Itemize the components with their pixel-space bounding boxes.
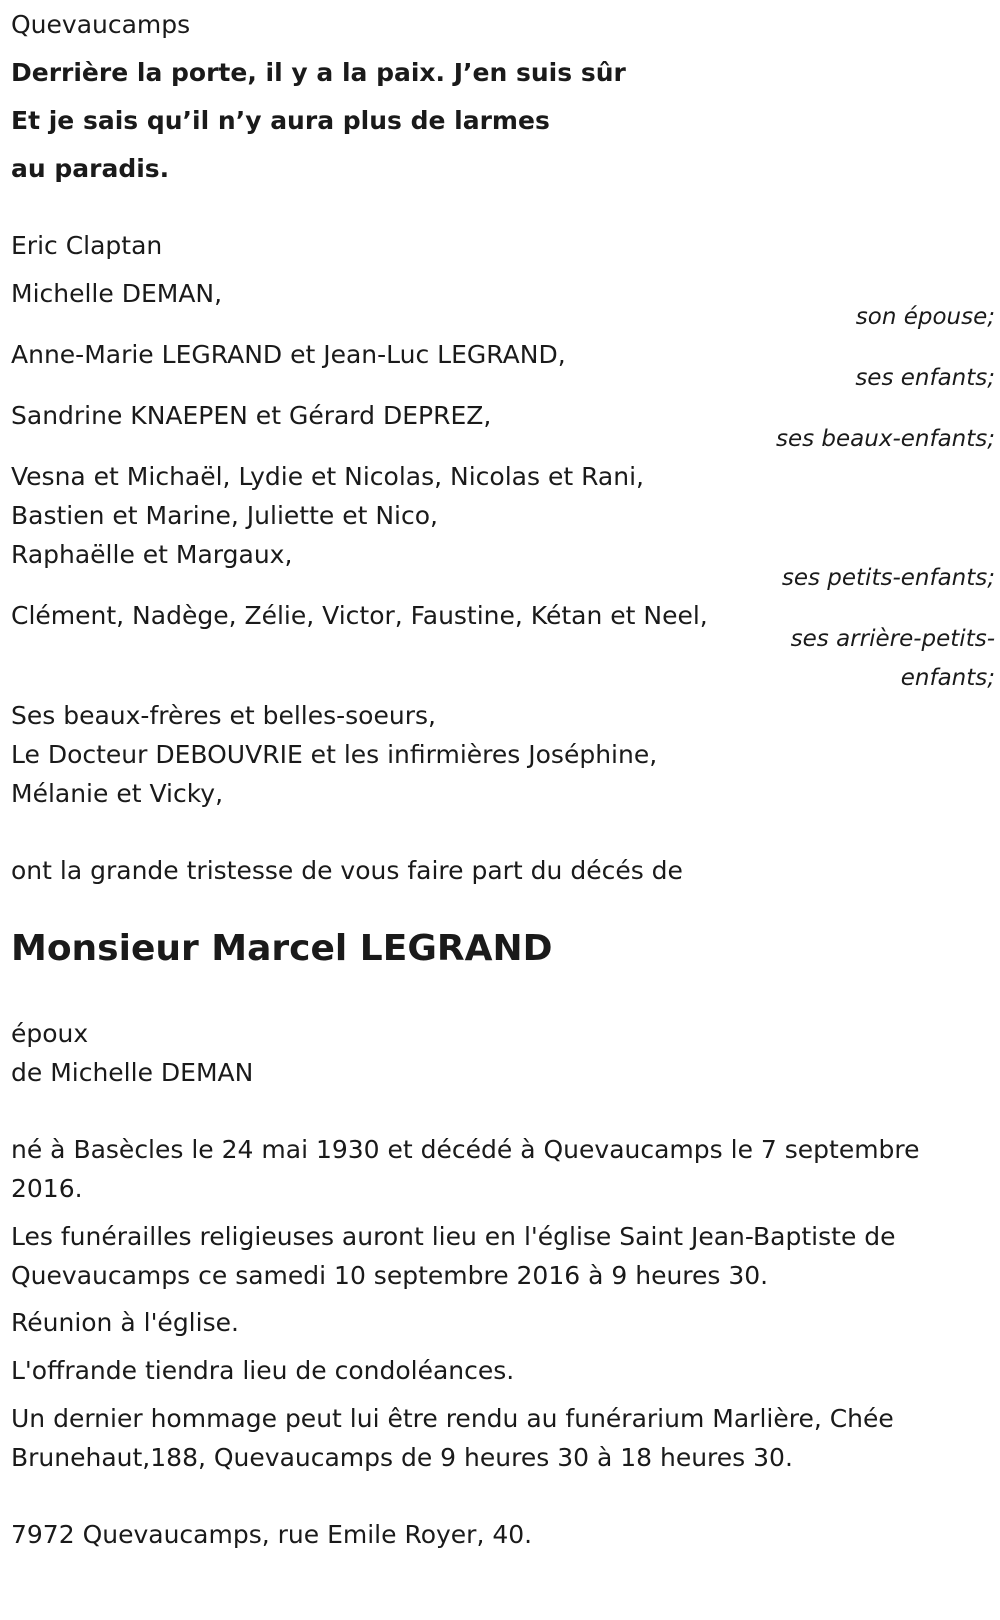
address-text: 7972 Quevaucamps, rue Emile Royer, 40.	[11, 1520, 533, 1549]
meeting-text: Réunion à l'église.	[11, 1308, 239, 1337]
deceased-name: Monsieur Marcel LEGRAND	[11, 928, 553, 969]
spouse-role: son épouse;	[855, 304, 995, 330]
place-heading: Quevaucamps	[11, 10, 191, 39]
grandchildren-line-3: Raphaëlle et Margaux,	[11, 540, 293, 569]
spouse-of-line-2: de Michelle DEMAN	[11, 1058, 254, 1087]
in-laws-role: ses beaux-enfants;	[775, 426, 995, 452]
spouse-of-line-1: époux	[11, 1019, 89, 1048]
in-laws-names: Sandrine KNAEPEN et Gérard DEPREZ,	[11, 401, 492, 430]
spouse-name: Michelle DEMAN,	[11, 279, 223, 308]
others-line-2: Le Docteur DEBOUVRIE et les infirmières Joséphine,	[11, 740, 658, 769]
poem-line-1: Derrière la porte, il y a la paix. J’en suis sûr	[11, 58, 626, 87]
grandchildren-line-2: Bastien et Marine, Juliette et Nico,	[11, 501, 438, 530]
funeral-line-1: Les funérailles religieuses auront lieu en l'église Saint Jean-Baptiste de	[11, 1222, 896, 1251]
children-role: ses enfants;	[855, 365, 995, 391]
tribute-line-1: Un dernier hommage peut lui être rendu au funérarium Marlière, Chée	[11, 1404, 894, 1433]
poem-line-2: Et je sais qu’il n’y aura plus de larmes	[11, 106, 550, 135]
great-grandchildren-names: Clément, Nadège, Zélie, Victor, Faustine, Kétan et Neel,	[11, 601, 708, 630]
dates-line-1: né à Basècles le 24 mai 1930 et décédé à Quevaucamps le 7 septembre	[11, 1135, 920, 1164]
poem-line-3: au paradis.	[11, 154, 170, 183]
funeral-line-2: Quevaucamps ce samedi 10 septembre 2016 à 9 heures 30.	[11, 1261, 769, 1290]
grandchildren-line-1: Vesna et Michaël, Lydie et Nicolas, Nicolas et Rani,	[11, 462, 644, 491]
grandchildren-role: ses petits-enfants;	[781, 565, 995, 591]
children-names: Anne-Marie LEGRAND et Jean-Luc LEGRAND,	[11, 340, 566, 369]
dates-line-2: 2016.	[11, 1174, 83, 1203]
offering-text: L'offrande tiendra lieu de condoléances.	[11, 1356, 515, 1385]
announcement-text: ont la grande tristesse de vous faire part du décés de	[11, 856, 683, 885]
others-line-3: Mélanie et Vicky,	[11, 779, 224, 808]
tribute-line-2: Brunehaut,188, Quevaucamps de 9 heures 30 à 18 heures 30.	[11, 1443, 793, 1472]
great-grandchildren-role-line-1: ses arrière-petits-	[790, 626, 995, 652]
great-grandchildren-role-line-2: enfants;	[900, 665, 995, 691]
poem-author: Eric Claptan	[11, 231, 163, 260]
others-line-1: Ses beaux-frères et belles-soeurs,	[11, 701, 436, 730]
